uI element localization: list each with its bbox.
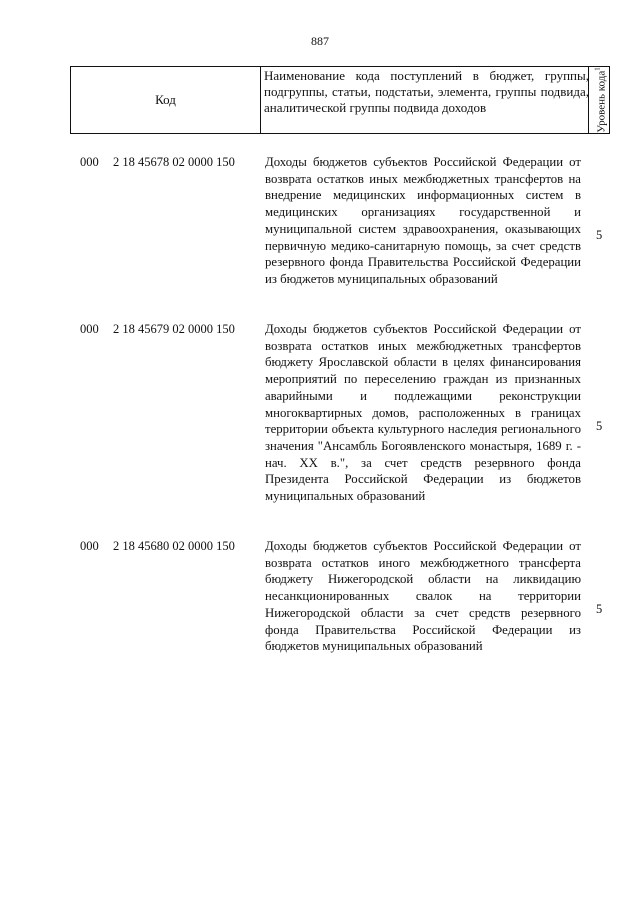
row-code: 2 18 45678 02 0000 150 (113, 155, 235, 169)
table-header (70, 66, 610, 134)
row-level: 5 (596, 228, 603, 242)
row-description: Доходы бюджетов субъектов Российской Федерации от возврата остатков иных межбюджетных трансфертов бюджету Ярославской области в целях финансирования мероприятий по переселению граждан из признанных аварийными и подлежащими реконструкции многоквартирных домов, расположенных в границах территории объекта культурного наследия регионального значения "Ансамбль Богоявленского монастыря, 1689 г. - нач. XX в.", за счет средств резервного фонда Президента Российской Федерации из бюджетов муниципальных образований (265, 322, 581, 504)
header-level-label (592, 67, 607, 132)
row-prefix: 000 (80, 155, 99, 169)
row-level: 5 (596, 419, 603, 433)
row-description: Доходы бюджетов субъектов Российской Федерации от возврата остатков иных межбюджетных трансфертов на внедрение медицинских информационных систем в медицинских организациях государственной и муниципальной систем здравоохранения, оказывающих первичную медико-санитарную помощь, за счет средств резервного фонда Правительства Российской Федерации из бюджетов муниципальных образований (265, 155, 581, 286)
row-code: 2 18 45680 02 0000 150 (113, 539, 235, 553)
header-name-label: Наименование кода поступлений в бюджет, группы, подгруппы, статьи, подстатьи, элемента, группы подвида, аналитической группы подвида доходов (264, 68, 589, 115)
row-description: Доходы бюджетов субъектов Российской Федерации от возврата остатков иного межбюджетного трансферта бюджету Нижегородской области на ликвидацию несанкционированных свалок на территории Нижегородской области за счет средств резервного фонда Правительства Российской Федерации из бюджетов муниципальных образований (265, 539, 581, 654)
header-level-cell (588, 67, 610, 133)
row-prefix: 000 (80, 322, 99, 336)
header-level-footnote: 1 (593, 67, 602, 71)
row-code: 2 18 45679 02 0000 150 (113, 322, 235, 336)
header-code-label: Код (71, 67, 261, 133)
row-prefix: 000 (80, 539, 99, 553)
page-number: 887 (311, 34, 329, 48)
header-level-text: Уровень кода (594, 70, 607, 133)
row-level: 5 (596, 602, 603, 616)
